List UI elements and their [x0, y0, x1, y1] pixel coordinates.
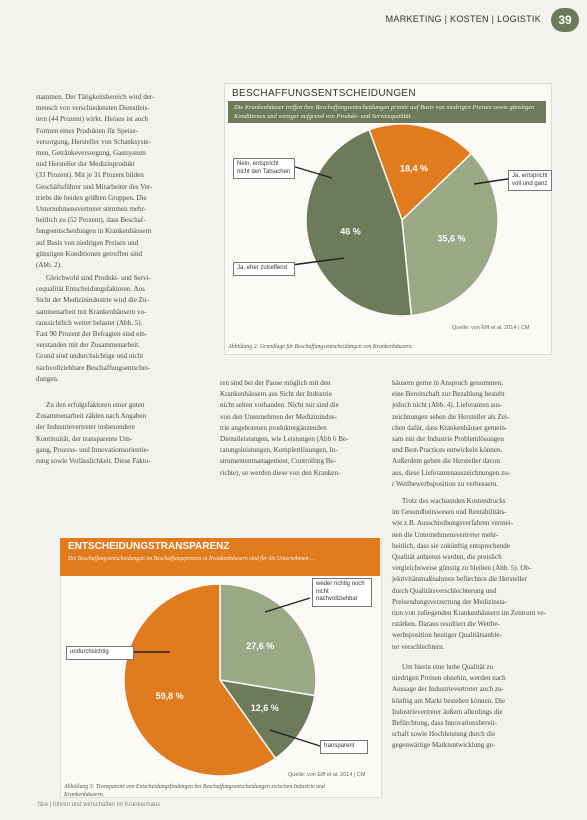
text-line: Qualität anbieten werden, die preislich: [392, 553, 502, 562]
text-line: rstärken. Daraus resultiert die Wettbe-: [392, 620, 500, 629]
text-line: tern (44 Prozent) wirkt. Heraus ist auch: [36, 115, 149, 124]
text-column-left-bottom: [36, 400, 206, 467]
text-line: men, Getränkeversorgung, Gastsystem: [36, 149, 146, 158]
chart2-callout-undurchsichtig: undurchsichtig: [66, 646, 134, 660]
text-line: künftig am Markt bestehen können. Die: [392, 696, 506, 705]
chart1-slices: [306, 124, 498, 316]
pie-slice-label: 18,4 %: [399, 163, 429, 174]
chart1-source: Quelle: von Eiff et al. 2014 | CM: [452, 325, 530, 331]
chart1-pie: [224, 118, 550, 348]
text-line: mensch von verschiedensten Dienstleis-: [36, 104, 150, 113]
text-line: Unternehmensvertreter stimmen mehr-: [36, 205, 147, 214]
chart1-subtitle: Die Krankenhäuser treffen ihre Beschaffungsentscheidungen primär auf Basis von niedrigen Preisen sowie günstigen Konditionen und weniger aufgrund von Produkt- und Servicequalität.: [228, 101, 546, 123]
chart1-callout-nein: Nein, entspricht nicht den Tatsachen: [233, 158, 295, 179]
text-line: im Gesundheitswesen und Rentabilitäts-: [392, 508, 507, 517]
text-line: Sicht der Medizinindustrie wird die Zu-: [36, 296, 149, 305]
text-line: Preisendungsverzerrung der Medizinsta-: [392, 597, 508, 606]
text-line: Außerdem geben die Hersteller davon: [392, 457, 500, 466]
text-line: der Industrievertreter insbesondere: [36, 423, 135, 432]
page-footer: f&w | führen und wirtschaften im Krankenhaus: [38, 802, 161, 808]
text-line: (Abb. 2).: [36, 261, 62, 270]
text-line: werbsposition heutiger Qualitätsanbie-: [392, 631, 502, 640]
text-line: triebs die beiden größten Gruppen. Die: [36, 193, 147, 202]
text-line: jedoch nicht (Abb. 4). Lieferanten aus-: [392, 401, 503, 410]
text-line: verstanden mit der Zusammenarbeit.: [36, 341, 141, 350]
text-column-right-middle: [392, 496, 550, 653]
text-line: r Wettbewerbsposition zu verbessern.: [392, 479, 499, 488]
text-line: ratungsleistungen, Komplettlösungen, In-: [220, 446, 338, 455]
chart1-callout-ja-voll: Ja, entspricht voll und ganz: [508, 170, 552, 191]
text-line: von den Unternehmen der Medizinindus-: [220, 412, 338, 421]
text-line: Grund sind undurchsichtige und nicht: [36, 352, 144, 361]
text-line: niedrigen Preisen ohnehin, werden nach: [392, 674, 506, 683]
text-line: stammen. Der Tätigkeitsbereich wird der-: [36, 93, 155, 101]
text-line: häusern gerne in Anspruch genommen,: [392, 379, 503, 387]
text-line: strumentenmanagement, Controlling Be-: [220, 457, 337, 466]
text-line: Industrievertreter äußern allerdings die: [392, 707, 503, 716]
text-line: heitlich, dass sie zukünftig entsprechende: [392, 541, 510, 550]
text-line: raussichtlich weiter belastet (Abb. 5).: [36, 318, 143, 327]
text-line: gegenwärtige Marktentwicklung ge-: [392, 741, 496, 750]
text-line: Um hierin eine hohe Qualität zu: [402, 663, 494, 671]
text-line: nen die Unternehmensvertreter mehr-: [392, 530, 499, 539]
pie-slice-label: 46 %: [340, 226, 361, 237]
text-line: jektivitätsmaßnahmen befürchten die Hersteller: [392, 575, 527, 584]
chart1-title: BESCHAFFUNGSENTSCHEIDUNGEN: [232, 88, 416, 99]
text-line: ter verschlechtern.: [392, 642, 445, 651]
text-line: Gleichwohl sind Produkt- und Servi-: [46, 274, 151, 282]
text-line: vergleichsweise günstig zu bleiben (Abb. 5). Ob-: [392, 564, 532, 573]
text-line: eine Bereitschaft zur Bezahlung besteht: [392, 390, 505, 399]
text-line: Kontinuität, der transparente Um-: [36, 434, 133, 443]
text-line: Krankenhäusern aus Sicht der Industrie: [220, 390, 332, 399]
text-line: cequalität Entscheidungsfaktoren. Aus: [36, 285, 145, 294]
pie-slice-label: 35,6 %: [437, 233, 466, 244]
text-line: trie angebotenen produktergänzenden: [220, 423, 327, 432]
pie-slice-label: 27,6 %: [246, 640, 275, 651]
text-line: und Best-Practices entwickeln können.: [392, 446, 503, 455]
text-line: (33 Prozent). Mit je 31 Prozent bilden: [36, 171, 144, 180]
text-line: schaft sowie Hochleistung durch die: [392, 730, 496, 739]
text-line: Geschäftsführer und Mitarbeiter des Ver-: [36, 182, 153, 191]
text-line: ren sind bei der Pause möglich mit den: [220, 379, 331, 387]
text-column-left-top: [36, 92, 206, 271]
pie-slice-label: 59,8 %: [155, 691, 184, 702]
text-line: Aussage der Industrievertreter auch zu-: [392, 685, 504, 694]
text-line: Zusammenarbeit zählen nach Angaben: [36, 412, 147, 421]
text-line: versorgung, Hersteller von Schanksyste-: [36, 137, 151, 146]
text-line: Zu den erfolgsfaktoren einer guten: [46, 401, 145, 409]
text-line: sammenarbeit mit Krankenhäusern vo-: [36, 307, 147, 316]
chart1-caption: Abbildung 2: Grundlage für Beschaffungsentscheidungen von Krankenhäusern.: [228, 344, 413, 350]
text-line: zeichnungen sehen die Hersteller als Zei-: [392, 412, 510, 421]
text-line: sam mit der Industrie Problemlösungen: [392, 435, 504, 444]
text-line: tion von zuliegenden Krankenhäusern im Zentrum ve-: [392, 609, 547, 618]
text-line: und Hersteller der Medizinprodukt: [36, 160, 135, 169]
text-line: Dienstleistungen, wie Leistungen (Abb 6 Be-: [220, 435, 349, 444]
chart2-title: ENTSCHEIDUNGSTRANSPARENZ: [68, 541, 230, 552]
text-column-right-bottom: [392, 662, 550, 752]
text-column-middle-bottom: [220, 378, 380, 479]
text-line: günstigen Konditionen getroffen sind: [36, 249, 143, 258]
text-line: nicht selten vorhanden. Nicht nur sind die: [220, 401, 339, 410]
text-line: dungen.: [36, 374, 59, 383]
text-line: Befürchtung, dass Innovationsbereit-: [392, 719, 497, 728]
text-line: auf Basis von niedrigen Preisen und: [36, 238, 139, 247]
text-line: aus, diese Lieferantenauszeichnungen zu-: [392, 468, 511, 477]
text-column-left-indented: [36, 273, 206, 385]
text-line: heitlich zu (52 Prozent), dass Beschaf-: [36, 216, 146, 225]
chart1-callout-ja-eher: Ja, eher zutreffend: [233, 262, 295, 276]
text-line: gang, Prozess- und Innovationsorientie-: [36, 445, 150, 454]
text-column-right-top: [392, 378, 550, 490]
text-line: fungsentscheidungen in Krankenhäusern: [36, 227, 152, 236]
text-line: Trotz des wachsenden Kostendrucks: [402, 497, 506, 505]
chart2-slices: [124, 584, 316, 776]
text-line: Formen eines Produkten für Speise-: [36, 126, 139, 135]
page-number: 39: [551, 8, 579, 32]
text-line: nachvollziehbare Beschaffungsentschei-: [36, 363, 151, 372]
chart2-subtitle: Die Beschaffungsentscheidungen im Beschaffungsprozess in Krankenhäusern sind für die Unternehmen ...: [68, 556, 315, 562]
pie-slice-label: 12,6 %: [250, 703, 279, 714]
text-line: Fast 90 Prozent der Befragten sind ein-: [36, 330, 148, 339]
text-line: richte), so werden diese von den Kranken-: [220, 468, 341, 477]
text-line: chen dafür, dass Krankenhäuser gemein-: [392, 423, 508, 432]
section-header: MARKETING | KOSTEN | LOGISTIK: [385, 14, 541, 24]
text-line: rung sowie Verlässlichkeit. Diese Fakto-: [36, 457, 151, 466]
text-line: durch Qualitätsverschlechterung und: [392, 586, 497, 595]
chart2-callout-weder: weder richtig noch nicht nachvollziehbar: [312, 578, 372, 607]
chart2-callout-transparent: transparent: [320, 740, 368, 754]
chart2-caption: Abbildung 3: Transparenz von Entscheidungsfindungen bei Beschaffungsentscheidungen zwischen Industrie und Krankenhäusern.: [64, 784, 325, 798]
chart2-source: Quelle: von Eiff et al. 2014 | CM: [288, 772, 366, 778]
text-line: wie z.B. Ausschreibungsverfahren vermei-: [392, 519, 514, 528]
